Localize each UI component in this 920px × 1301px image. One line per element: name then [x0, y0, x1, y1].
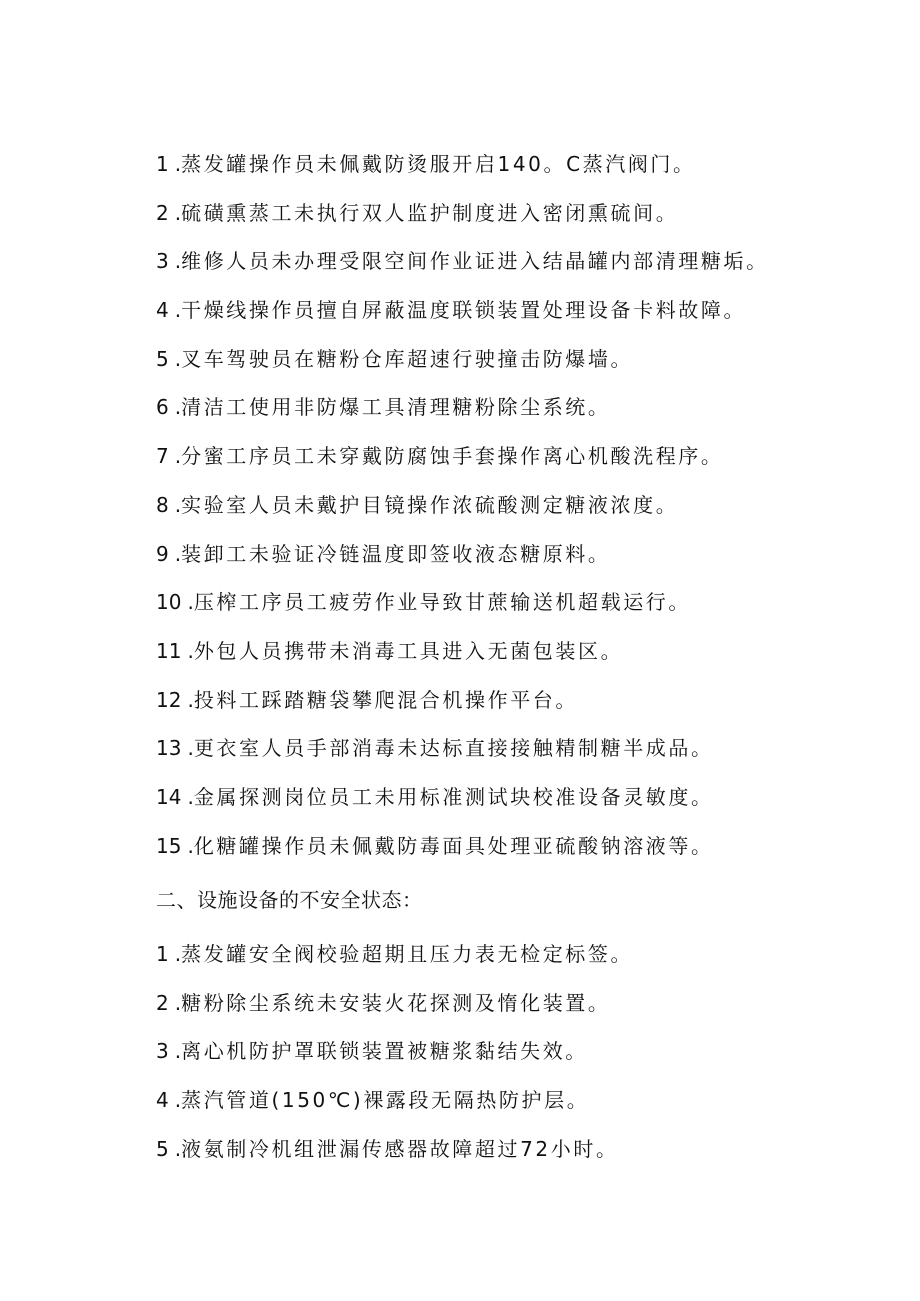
list-item	[156, 291, 856, 340]
item-number: 2	[156, 200, 169, 225]
item-text: 化糖罐操作员未佩戴防毒面具处理亚硫酸钠溶液等。	[193, 833, 714, 858]
item-separator: .	[187, 687, 194, 712]
list-item	[156, 437, 856, 486]
list-item	[156, 194, 856, 243]
item-text: 维修人员未办理受限空间作业证进入结晶罐内部清理糖垢。	[181, 249, 769, 274]
item-number: 8	[156, 492, 169, 517]
list-item	[156, 729, 856, 778]
item-text: 外包人员携带未消毒工具进入无菌包装区。	[193, 638, 624, 663]
item-number: 1	[156, 152, 169, 176]
list-item	[156, 145, 856, 194]
list-item	[156, 242, 856, 291]
item-separator: .	[174, 1136, 182, 1161]
item-number: 14	[156, 784, 182, 809]
item-text: 叉车驾驶员在糖粉仓库超速行驶撞击防爆墙。	[181, 346, 634, 371]
item-number: 5	[156, 1136, 169, 1161]
item-separator: .	[187, 638, 194, 663]
item-separator: .	[174, 990, 182, 1015]
item-number: 3	[156, 249, 169, 274]
item-number: 10	[156, 590, 182, 615]
item-text: 蒸汽管道(150℃)裸露段无隔热防护层。	[181, 1088, 590, 1113]
item-number: 15	[156, 833, 182, 858]
list-item	[156, 984, 856, 1033]
list-item	[156, 486, 856, 535]
item-separator: .	[174, 346, 182, 371]
item-separator: .	[187, 833, 194, 858]
item-number: 7	[156, 444, 169, 469]
item-number: 13	[156, 736, 182, 761]
list-item	[156, 1130, 856, 1179]
list-item	[156, 1081, 856, 1130]
item-number: 11	[156, 638, 182, 663]
item-number: 4	[156, 1088, 169, 1113]
unsafe-behavior-list	[156, 145, 856, 875]
item-separator: .	[174, 1039, 182, 1064]
item-text: 离心机防护罩联锁装置被糖浆黏结失效。	[181, 1039, 588, 1064]
list-item	[156, 1032, 856, 1081]
item-text: 压榨工序员工疲劳作业导致甘蔗输送机超载运行。	[193, 590, 692, 615]
item-separator: .	[174, 541, 182, 566]
item-separator: .	[174, 152, 182, 176]
item-text: 投料工踩踏糖袋攀爬混合机操作平台。	[193, 687, 579, 712]
unsafe-condition-list	[156, 935, 856, 1178]
item-separator: .	[174, 444, 182, 469]
item-separator: .	[174, 298, 182, 323]
item-separator: .	[187, 590, 194, 615]
item-separator: .	[174, 1088, 182, 1113]
list-item	[156, 340, 856, 389]
item-text: 金属探测岗位员工未用标准测试块校准设备灵敏度。	[193, 784, 714, 809]
list-item	[156, 388, 856, 437]
item-separator: .	[174, 942, 182, 966]
item-number: 4	[156, 298, 169, 323]
item-text: 分蜜工序员工未穿戴防腐蚀手套操作离心机酸洗程序。	[181, 444, 724, 469]
item-text: 清洁工使用非防爆工具清理糖粉除尘系统。	[181, 395, 611, 420]
item-separator: .	[187, 736, 194, 761]
item-text: 干燥线操作员擅自屏蔽温度联锁装置处理设备卡料故障。	[181, 298, 747, 323]
list-item	[156, 778, 856, 827]
item-text: 实验室人员未戴护目镜操作浓硫酸测定糖液浓度。	[181, 492, 679, 517]
item-text: 液氨制冷机组泄漏传感器故障超过72小时。	[181, 1136, 619, 1161]
item-text: 装卸工未验证冷链温度即签收液态糖原料。	[181, 541, 611, 566]
list-item	[156, 827, 856, 876]
item-separator: .	[174, 395, 182, 420]
item-number: 1	[156, 942, 169, 966]
item-separator: .	[187, 784, 194, 809]
item-separator: .	[174, 492, 182, 517]
item-number: 9	[156, 541, 169, 566]
section-heading: 二、设施设备的不安全状态：	[156, 888, 423, 912]
list-item	[156, 935, 856, 984]
item-text: 硫磺熏蒸工未执行双人监护制度进入密闭熏硫间。	[181, 200, 679, 225]
item-number: 6	[156, 395, 169, 420]
item-number: 3	[156, 1039, 169, 1064]
list-item	[156, 535, 856, 584]
list-item	[156, 632, 856, 681]
item-separator: .	[174, 200, 182, 225]
list-item	[156, 681, 856, 730]
item-number: 12	[156, 687, 182, 712]
item-text: 糖粉除尘系统未安装火花探测及惰化装置。	[181, 990, 611, 1015]
list-item	[156, 583, 856, 632]
item-number: 2	[156, 990, 169, 1015]
item-text: 蒸发罐操作员未佩戴防烫服开启140。C蒸汽阀门。	[181, 152, 696, 176]
item-text: 更衣室人员手部消毒未达标直接接触精制糖半成品。	[193, 736, 714, 761]
item-text: 蒸发罐安全阀校验超期且压力表无检定标签。	[181, 942, 634, 966]
item-number: 5	[156, 346, 169, 371]
item-separator: .	[174, 249, 182, 274]
